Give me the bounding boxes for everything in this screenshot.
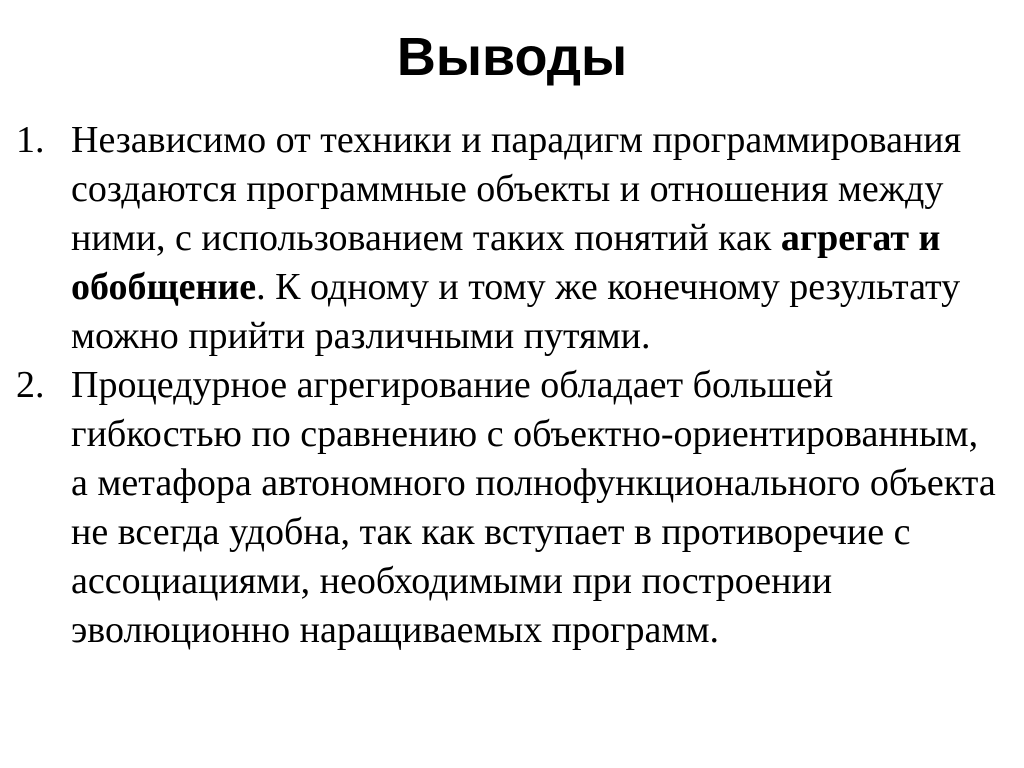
item-text: Независимо от техники и парадигм программирования создаются программные объекты и отношения между ними, с использованием таких понятий как [71,119,962,259]
slide-title: Выводы [396,27,628,87]
list-item-number: 2. [16,364,45,406]
conclusions-list [0,116,1000,655]
list-item [0,361,1000,655]
list-item [0,116,1000,361]
item-text: Процедурное агрегирование обладает большей гибкостью по сравнению с объектно-ориентированным, а метафора автономного полнофункционального объекта не всегда удобна, так как вступает в противоречие с ассоциациями, необходимыми при построении эволюционно наращиваемых программ. [71,364,996,651]
item-bold-term: агрегат и обобщение [71,217,941,308]
item-text-continued: . К одному и тому же конечному результату можно прийти различными путями. [71,266,961,357]
list-item-number: 1. [16,119,45,161]
